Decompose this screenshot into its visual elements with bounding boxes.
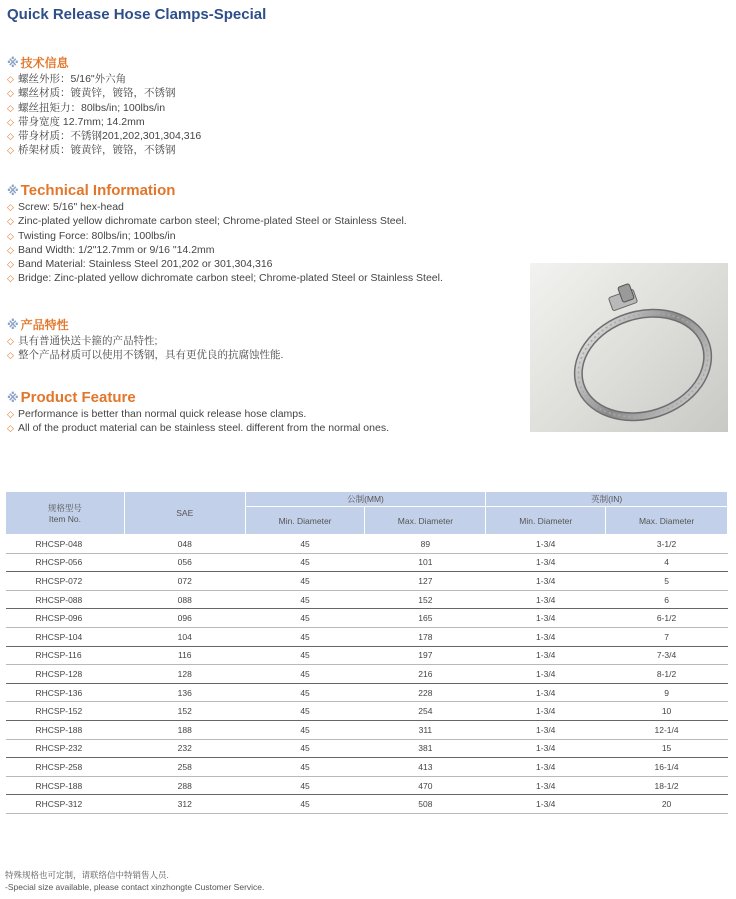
sae-cell: 258 bbox=[124, 758, 245, 777]
sae-cell: 104 bbox=[124, 627, 245, 646]
imperial-min-cell: 1-3/4 bbox=[486, 646, 606, 665]
item-no-cell: RHCSP-312 bbox=[6, 795, 125, 814]
sae-cell: 312 bbox=[124, 795, 245, 814]
asterisk-mark-icon: ※ bbox=[7, 184, 19, 198]
table-row bbox=[6, 665, 728, 684]
hose-clamp-photo bbox=[530, 263, 728, 432]
metric-max-cell: 381 bbox=[365, 739, 486, 758]
sae-cell: 056 bbox=[124, 553, 245, 572]
sae-cell: 072 bbox=[124, 572, 245, 591]
asterisk-mark-icon: ※ bbox=[7, 56, 19, 70]
table-row bbox=[6, 553, 728, 572]
metric-min-cell: 45 bbox=[245, 795, 365, 814]
imperial-min-cell: 1-3/4 bbox=[486, 776, 606, 795]
metric-min-cell: 45 bbox=[245, 758, 365, 777]
sae-header: SAE bbox=[124, 492, 245, 535]
imperial-min-cell: 1-3/4 bbox=[486, 758, 606, 777]
sae-cell: 288 bbox=[124, 776, 245, 795]
feature-en-line: ◇ Performance is better than normal quick release hose clamps. bbox=[7, 408, 307, 420]
metric-min-cell: 45 bbox=[245, 665, 365, 684]
metric-min-cell: 45 bbox=[245, 739, 365, 758]
imperial-min-cell: 1-3/4 bbox=[486, 720, 606, 739]
metric-min-cell: 45 bbox=[245, 572, 365, 591]
asterisk-mark-icon: ※ bbox=[7, 391, 19, 405]
imperial-min-cell: 1-3/4 bbox=[486, 535, 606, 554]
diamond-bullet-icon: ◇ bbox=[7, 409, 14, 419]
table-row bbox=[6, 683, 728, 702]
imperial-min-cell: 1-3/4 bbox=[486, 795, 606, 814]
metric-min-cell: 45 bbox=[245, 702, 365, 721]
feature-en-section bbox=[7, 389, 389, 436]
footnote-cn: 特殊规格也可定制，请联络信中特销售人员. bbox=[5, 870, 169, 880]
diamond-bullet-icon: ◇ bbox=[7, 74, 14, 84]
imperial-max-cell: 20 bbox=[606, 795, 728, 814]
tech-cn-line: ◇ 螺丝扭矩力：80lbs/in; 100lbs/in bbox=[7, 101, 166, 114]
diamond-bullet-icon: ◇ bbox=[7, 216, 14, 227]
imperial-min-cell: 1-3/4 bbox=[486, 683, 606, 702]
metric-min-cell: 45 bbox=[245, 646, 365, 665]
sae-cell: 088 bbox=[124, 590, 245, 609]
metric-min-cell: 45 bbox=[245, 627, 365, 646]
tech-cn-section bbox=[7, 54, 201, 158]
tech-cn-line: ◇ 桥架材质：镀黄锌，镀铬，不锈钢 bbox=[7, 144, 176, 157]
item-no-cell: RHCSP-152 bbox=[6, 702, 125, 721]
imperial-max-cell: 6 bbox=[606, 590, 728, 609]
sae-cell: 128 bbox=[124, 665, 245, 684]
feature-cn-line: ◇ 整个产品材质可以使用不锈钢，具有更优良的抗腐蚀性能. bbox=[7, 349, 284, 362]
sae-cell: 152 bbox=[124, 702, 245, 721]
diamond-bullet-icon: ◇ bbox=[7, 145, 14, 156]
diamond-bullet-icon: ◇ bbox=[7, 88, 14, 99]
item-no-cell: RHCSP-232 bbox=[6, 739, 125, 758]
sae-cell: 048 bbox=[124, 535, 245, 554]
metric-group-header: 公制(MM) bbox=[245, 492, 486, 507]
metric-max-cell: 413 bbox=[365, 758, 486, 777]
diamond-bullet-icon: ◇ bbox=[7, 273, 14, 284]
metric-max-cell: 254 bbox=[365, 702, 486, 721]
diamond-bullet-icon: ◇ bbox=[7, 102, 14, 113]
imperial-max-cell: 9 bbox=[606, 683, 728, 702]
feature-cn-heading: ※ 产品特性 bbox=[7, 318, 69, 332]
sae-cell: 232 bbox=[124, 739, 245, 758]
metric-min-cell: 45 bbox=[245, 535, 365, 554]
imperial-max-cell: 5 bbox=[606, 572, 728, 591]
diamond-bullet-icon: ◇ bbox=[7, 336, 14, 346]
imperial-min-cell: 1-3/4 bbox=[486, 627, 606, 646]
metric-min-cell: 45 bbox=[245, 720, 365, 739]
diamond-bullet-icon: ◇ bbox=[7, 131, 14, 142]
imperial-min-cell: 1-3/4 bbox=[486, 609, 606, 628]
item-no-cell: RHCSP-188 bbox=[6, 720, 125, 739]
diamond-bullet-icon: ◇ bbox=[7, 116, 14, 127]
metric-max-cell: 470 bbox=[365, 776, 486, 795]
hose-clamp-icon bbox=[530, 263, 728, 432]
feature-cn-section bbox=[7, 316, 283, 363]
item-no-header: 规格型号 Item No. bbox=[6, 492, 125, 535]
imperial-min-cell: 1-3/4 bbox=[486, 553, 606, 572]
diamond-bullet-icon: ◇ bbox=[7, 350, 14, 361]
page-title: Quick Release Hose Clamps-Special bbox=[7, 6, 267, 23]
spec-table bbox=[5, 491, 728, 814]
tech-cn-line: ◇ 螺丝材质：镀黄锌，镀铬，不锈钢 bbox=[7, 87, 176, 100]
metric-min-diameter-header: Min. Diameter bbox=[245, 507, 365, 535]
sae-cell: 116 bbox=[124, 646, 245, 665]
table-row bbox=[6, 720, 728, 739]
feature-en-heading: ※ Product Feature bbox=[7, 389, 136, 406]
imperial-max-cell: 7 bbox=[606, 627, 728, 646]
footnote-en: -Special size available, please contact xinzhongte Customer Service. bbox=[5, 882, 265, 892]
tech-cn-line: ◇ 螺丝外形：5/16"外六角 bbox=[7, 73, 127, 85]
tech-en-heading: ※ Technical Information bbox=[7, 182, 176, 199]
tech-en-line: ◇ Screw: 5/16" hex-head bbox=[7, 201, 124, 213]
imperial-min-cell: 1-3/4 bbox=[486, 665, 606, 684]
metric-max-cell: 178 bbox=[365, 627, 486, 646]
tech-en-line: ◇ Band Material: Stainless Steel 201,202 or 301,304,316 bbox=[7, 258, 273, 271]
imperial-max-cell: 7-3/4 bbox=[606, 646, 728, 665]
asterisk-mark-icon: ※ bbox=[7, 318, 19, 332]
feature-en-line: ◇ All of the product material can be stainless steel. different from the normal ones. bbox=[7, 422, 389, 435]
diamond-bullet-icon: ◇ bbox=[7, 202, 14, 212]
metric-max-cell: 197 bbox=[365, 646, 486, 665]
table-row bbox=[6, 758, 728, 777]
tech-cn-heading: ※ 技术信息 bbox=[7, 56, 69, 70]
tech-cn-line: ◇ 带身宽度 12.7mm; 14.2mm bbox=[7, 115, 145, 128]
imperial-min-cell: 1-3/4 bbox=[486, 572, 606, 591]
table-row bbox=[6, 609, 728, 628]
sae-cell: 188 bbox=[124, 720, 245, 739]
sae-cell: 136 bbox=[124, 683, 245, 702]
item-no-cell: RHCSP-116 bbox=[6, 646, 125, 665]
imperial-max-cell: 18-1/2 bbox=[606, 776, 728, 795]
metric-max-cell: 311 bbox=[365, 720, 486, 739]
table-row bbox=[6, 795, 728, 814]
tech-en-line: ◇ Twisting Force: 80lbs/in; 100lbs/in bbox=[7, 229, 176, 242]
metric-max-cell: 101 bbox=[365, 553, 486, 572]
item-no-cell: RHCSP-096 bbox=[6, 609, 125, 628]
imperial-min-cell: 1-3/4 bbox=[486, 702, 606, 721]
imperial-max-cell: 8-1/2 bbox=[606, 665, 728, 684]
metric-min-cell: 45 bbox=[245, 590, 365, 609]
table-row bbox=[6, 702, 728, 721]
imperial-max-cell: 4 bbox=[606, 553, 728, 572]
feature-cn-line: ◇ 具有普通快送卡箍的产品特性; bbox=[7, 335, 158, 347]
metric-max-cell: 89 bbox=[365, 535, 486, 554]
tech-en-line: ◇ Bridge: Zinc-plated yellow dichromate carbon steel; Chrome-plated Steel or Stainless Steel. bbox=[7, 272, 443, 285]
metric-min-cell: 45 bbox=[245, 683, 365, 702]
metric-max-cell: 216 bbox=[365, 665, 486, 684]
item-no-cell: RHCSP-188 bbox=[6, 776, 125, 795]
diamond-bullet-icon: ◇ bbox=[7, 259, 14, 270]
item-no-cell: RHCSP-136 bbox=[6, 683, 125, 702]
metric-max-cell: 508 bbox=[365, 795, 486, 814]
tech-en-line: ◇ Zinc-plated yellow dichromate carbon steel; Chrome-plated Steel or Stainless Steel. bbox=[7, 215, 407, 228]
imperial-max-cell: 12-1/4 bbox=[606, 720, 728, 739]
metric-min-cell: 45 bbox=[245, 776, 365, 795]
table-row bbox=[6, 739, 728, 758]
item-no-cell: RHCSP-128 bbox=[6, 665, 125, 684]
diamond-bullet-icon: ◇ bbox=[7, 423, 14, 434]
item-no-cell: RHCSP-258 bbox=[6, 758, 125, 777]
metric-max-cell: 165 bbox=[365, 609, 486, 628]
table-row bbox=[6, 590, 728, 609]
tech-en-section bbox=[7, 182, 443, 286]
table-row bbox=[6, 627, 728, 646]
imperial-group-header: 英制(IN) bbox=[486, 492, 728, 507]
footnote bbox=[5, 869, 264, 893]
imperial-max-cell: 16-1/4 bbox=[606, 758, 728, 777]
imperial-min-diameter-header: Min. Diameter bbox=[486, 507, 606, 535]
metric-max-cell: 152 bbox=[365, 590, 486, 609]
item-no-cell: RHCSP-072 bbox=[6, 572, 125, 591]
tech-en-line: ◇ Band Width: 1/2"12.7mm or 9/16 "14.2mm bbox=[7, 243, 215, 256]
item-no-cell: RHCSP-088 bbox=[6, 590, 125, 609]
metric-max-cell: 127 bbox=[365, 572, 486, 591]
imperial-max-cell: 15 bbox=[606, 739, 728, 758]
imperial-min-cell: 1-3/4 bbox=[486, 590, 606, 609]
sae-cell: 096 bbox=[124, 609, 245, 628]
imperial-max-cell: 10 bbox=[606, 702, 728, 721]
tech-cn-line: ◇ 带身材质：不锈钢201,202,301,304,316 bbox=[7, 130, 202, 143]
diamond-bullet-icon: ◇ bbox=[7, 244, 14, 255]
item-no-cell: RHCSP-048 bbox=[6, 535, 125, 554]
diamond-bullet-icon: ◇ bbox=[7, 230, 14, 241]
item-no-cell: RHCSP-056 bbox=[6, 553, 125, 572]
imperial-min-cell: 1-3/4 bbox=[486, 739, 606, 758]
table-row bbox=[6, 646, 728, 665]
item-no-cell: RHCSP-104 bbox=[6, 627, 125, 646]
imperial-max-cell: 3-1/2 bbox=[606, 535, 728, 554]
table-row bbox=[6, 776, 728, 795]
metric-max-diameter-header: Max. Diameter bbox=[365, 507, 486, 535]
table-row bbox=[6, 572, 728, 591]
table-row bbox=[6, 535, 728, 554]
metric-max-cell: 228 bbox=[365, 683, 486, 702]
metric-min-cell: 45 bbox=[245, 553, 365, 572]
metric-min-cell: 45 bbox=[245, 609, 365, 628]
imperial-max-diameter-header: Max. Diameter bbox=[606, 507, 728, 535]
imperial-max-cell: 6-1/2 bbox=[606, 609, 728, 628]
